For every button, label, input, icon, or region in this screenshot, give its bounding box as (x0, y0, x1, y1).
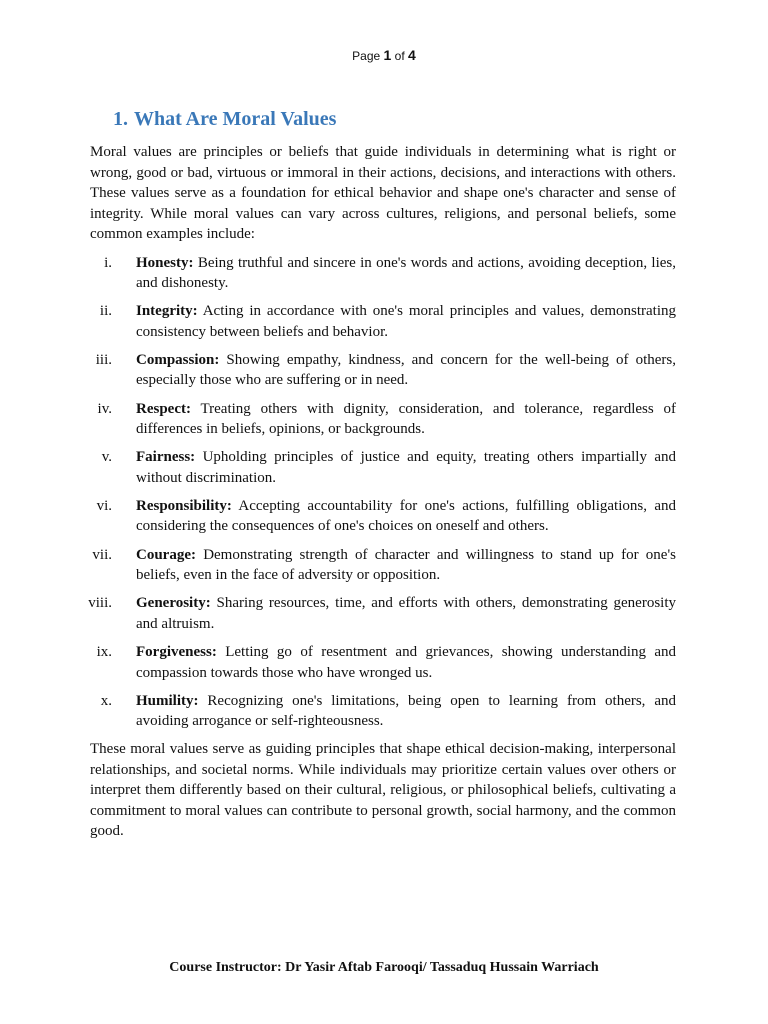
list-numeral: viii. (88, 595, 112, 612)
value-term: Courage: (136, 546, 196, 563)
page-label: Page (352, 49, 381, 63)
value-description: Sharing resources, time, and efforts with others, demonstrating generosity and altruism. (136, 595, 676, 632)
value-term: Responsibility: (136, 497, 232, 514)
section-heading (113, 108, 336, 131)
page-number (0, 47, 768, 63)
value-description: Recognizing one's limitations, being open to learning from others, and avoiding arrogance or self-righteousness. (136, 692, 676, 730)
value-term: Respect: (136, 400, 191, 417)
list-item (90, 496, 676, 537)
list-numeral: iii. (95, 351, 112, 368)
value-description: Upholding principles of justice and equity, treating others impartially and without discrimination. (136, 449, 676, 486)
value-term: Honesty: (136, 254, 194, 271)
value-description: Accepting accountability for one's actions, fulfilling obligations, and considering the consequences of one's choices on oneself and others. (136, 497, 676, 535)
list-item (90, 642, 676, 683)
list-numeral: x. (100, 692, 112, 709)
value-description: Treating others with dignity, consideration, and tolerance, regardless of differences in beliefs, opinions, or backgrounds. (136, 400, 676, 438)
list-numeral: vii. (92, 546, 112, 563)
total-pages: 4 (408, 47, 416, 63)
document-body (90, 142, 676, 842)
value-term: Forgiveness: (136, 644, 217, 660)
value-term: Fairness: (136, 449, 196, 466)
list-numeral: iv. (97, 400, 112, 417)
moral-values-list (90, 253, 676, 732)
conclusion-paragraph: These moral values serve as guiding principles that shape ethical decision-making, interpersonal relationships, and societal norms. While individuals may prioritize certain values over others or interpret them differently based on their cultural, religious, or philosophical beliefs, cultivating a commitment to moral values can contribute to personal growth, social harmony, and the common good. (90, 741, 676, 840)
value-description: Demonstrating strength of character and willingness to stand up for one's beliefs, even in the face of adversity or opposition. (136, 546, 676, 584)
value-description: Showing empathy, kindness, and concern for the well-being of others, especially those who are suffering or in need. (136, 351, 676, 389)
list-item (90, 447, 676, 488)
list-numeral: ii. (99, 303, 112, 320)
list-numeral: v. (101, 449, 112, 466)
value-term: Generosity: (136, 595, 211, 612)
value-description: Letting go of resentment and grievances, showing understanding and compassion towards those who have wronged us. (136, 644, 676, 681)
list-item (90, 593, 676, 634)
section-title: What Are Moral Values (134, 108, 337, 130)
value-description: Acting in accordance with one's moral principles and values, demonstrating consistency between beliefs and behavior. (136, 303, 676, 340)
page-of: of (394, 49, 405, 63)
intro-paragraph: Moral values are principles or beliefs that guide individuals in determining what is right or wrong, good or bad, virtuous or immoral in their actions, decisions, and interactions with others. These values serve as a foundation for ethical behavior and shape one's character and sense of integrity. While moral values can vary across cultures, religions, and personal beliefs, some common examples include: (90, 144, 676, 242)
list-item (90, 545, 676, 586)
list-item (90, 350, 676, 391)
section-number: 1. (113, 108, 128, 130)
list-item (90, 399, 676, 440)
list-numeral: i. (104, 254, 112, 271)
list-item (90, 301, 676, 342)
value-term: Humility: (136, 692, 199, 709)
list-item (90, 691, 676, 732)
current-page: 1 (383, 47, 392, 63)
footer-instructor: Course Instructor: Dr Yasir Aftab Farooqi/ Tassaduq Hussain Warriach (169, 960, 599, 975)
list-numeral: vi. (96, 497, 112, 514)
list-item (90, 253, 676, 294)
value-term: Compassion: (136, 351, 220, 368)
value-term: Integrity: (136, 303, 198, 320)
value-description: Being truthful and sincere in one's words and actions, avoiding deception, lies, and dishonesty. (136, 254, 676, 291)
list-numeral: ix. (96, 644, 112, 660)
